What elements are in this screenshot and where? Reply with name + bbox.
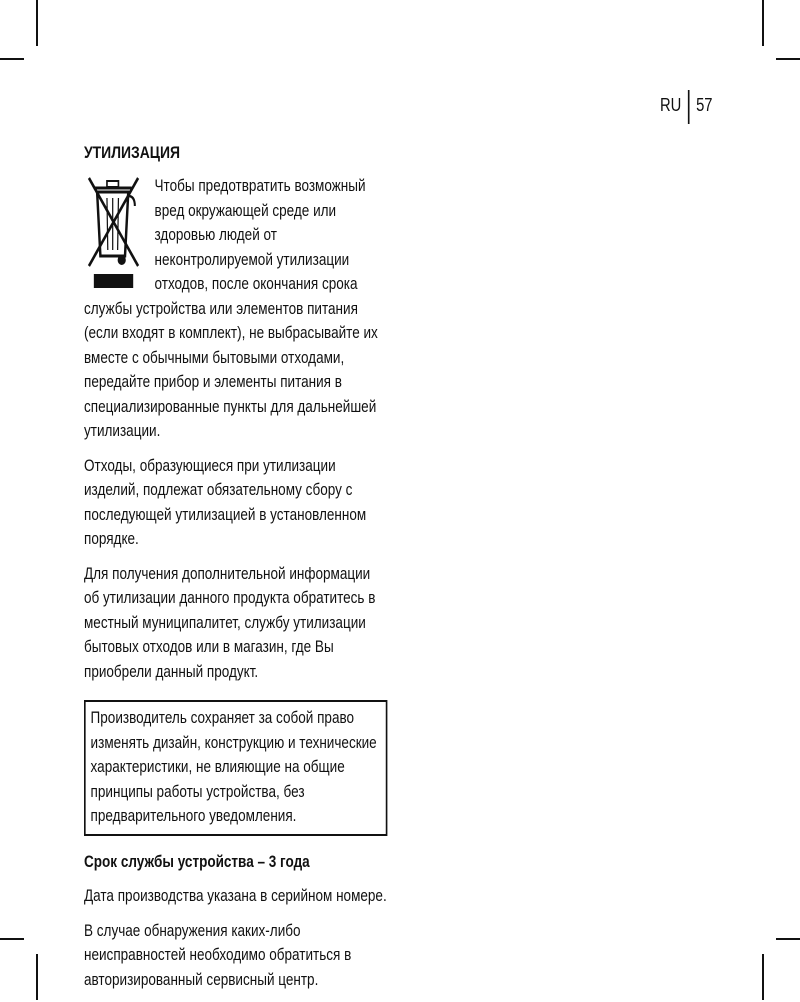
crop-mark: [36, 954, 38, 1000]
disposal-paragraph: Чтобы предотвратить возможный вред окружающей среде или здоровью людей от неконтролируемой утилизации отходов, после окончания срока службы устройства или элементов питания (если входят в комплект), не выбрасывайте их вместе с обычными бытовыми отходами, передайте прибор и элементы питания в специализированные пункты для дальнейшей утилизации.: [84, 177, 378, 440]
crop-mark: [0, 938, 24, 940]
waste-collection-paragraph: Отходы, образующиеся при утилизации изделий, подлежат обязательному сбору с последующей утилизацией в установленном порядке.: [84, 456, 367, 548]
page-content: [84, 140, 387, 1002]
crop-mark: [776, 938, 800, 940]
crop-mark: [762, 954, 764, 1000]
crossed-out-wheelie-bin-icon: [84, 174, 143, 292]
manufacturer-notice-box: Производитель сохраняет за собой право изменять дизайн, конструкцию и технические характеристики, не влияющие на общие принципы работы устройства, без предварительного уведомления.: [84, 700, 387, 836]
weee-symbol: [84, 174, 145, 292]
malfunction-text: В случае обнаружения каких-либо неисправностей необходимо обратиться в авторизированный сервисный центр.: [84, 921, 352, 989]
crop-mark: [776, 58, 800, 60]
crop-mark: [36, 0, 38, 46]
language-code: RU: [660, 95, 682, 115]
more-info-paragraph: Для получения дополнительной информации об утилизации данного продукта обратитесь в местный муниципалитет, службу утилизации бытовых отходов или в магазин, где Вы приобрели данный продукт.: [84, 564, 376, 681]
crop-mark: [762, 0, 764, 46]
production-date-text: Дата производства указана в серийном номере.: [84, 887, 387, 905]
page-number-block: [660, 90, 713, 124]
crop-mark: [0, 58, 24, 60]
section-title: УТИЛИЗАЦИЯ: [84, 143, 181, 162]
service-life-heading: Срок службы устройства – 3 года: [84, 852, 310, 871]
page-number: 57: [696, 95, 713, 115]
